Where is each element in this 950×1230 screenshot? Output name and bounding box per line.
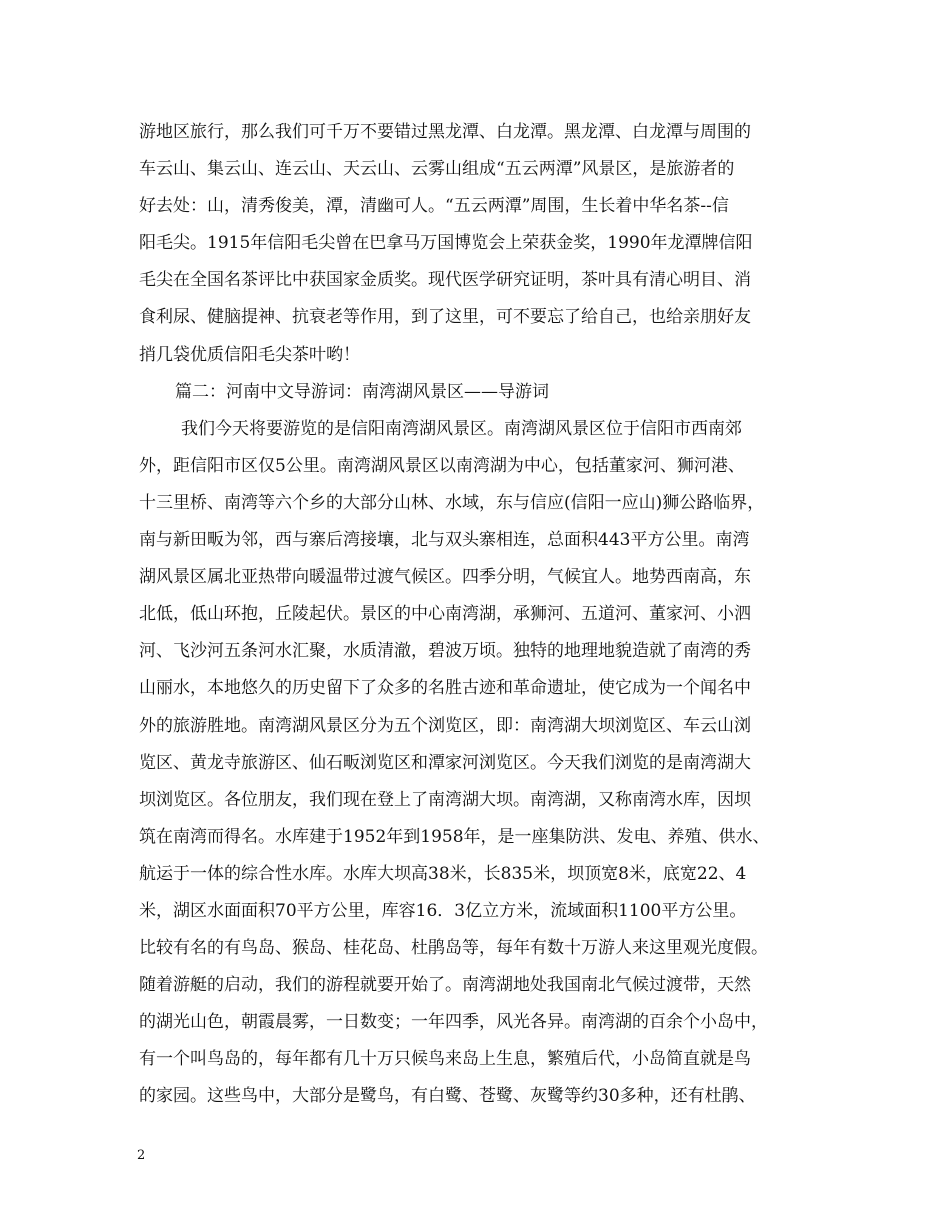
text-line: 筑在南湾而得名。水库建于1952年到1958年，是一座集防洪、发电、养殖、供水、 bbox=[139, 826, 770, 847]
text-line: 车云山、集云山、连云山、天云山、云雾山组成“五云两潭”风景区，是旅游者的 bbox=[139, 159, 735, 180]
page-number: 2 bbox=[137, 1148, 146, 1163]
text-line: 的湖光山色，朝霞晨雾，一日数变；一年四季，风光各异。南湾湖的百余个小岛中， bbox=[139, 1012, 768, 1033]
text-line: 北低，低山环抱，丘陵起伏。景区的中心南湾湖，承狮河、五道河、董家河、小泗 bbox=[139, 604, 751, 625]
text-line: 游地区旅行，那么我们可千万不要错过黑龙潭、白龙潭。黑龙潭、白龙潭与周围的 bbox=[139, 122, 751, 142]
text-line: 外的旅游胜地。南湾湖风景区分为五个浏览区，即：南湾湖大坝浏览区、车云山浏 bbox=[139, 715, 751, 736]
text-line: 阳毛尖。1915年信阳毛尖曾在巴拿马万国博览会上荣获金奖，1990年龙潭牌信阳 bbox=[139, 233, 753, 254]
text-line: 南与新田畈为邻，西与寨后湾接壤，北与双头寨相连，总面积443平方公里。南湾 bbox=[139, 530, 750, 551]
text-line: 好去处：山，清秀俊美，潭，清幽可人。“五云两潭”周围，生长着中华名茶--信 bbox=[139, 196, 729, 217]
text-line: 航运于一体的综合性水库。水库大坝高38米，长835米，坝顶宽8米，底宽22、4 bbox=[139, 863, 747, 884]
section-heading: 篇二：河南中文导游词：南湾湖风景区——导游词 bbox=[175, 381, 549, 402]
text-line: 的家园。这些鸟中，大部分是鹭鸟，有白鹭、苍鹭、灰鹭等约30多种，还有杜鹃、 bbox=[139, 1086, 756, 1107]
text-line: 山丽水，本地悠久的历史留下了众多的名胜古迹和革命遗址，使它成为一个闻名中 bbox=[139, 678, 751, 699]
text-line: 食利尿、健脑提神、抗衰老等作用，到了这里，可不要忘了给自己，也给亲朋好友 bbox=[139, 307, 751, 328]
text-line: 十三里桥、南湾等六个乡的大部分山林、水域，东与信应(信阳一应山)狮公路临界， bbox=[139, 492, 765, 513]
text-line: 外，距信阳市区仅5公里。南湾湖风景区以南湾湖为中心，包括董家河、狮河港、 bbox=[139, 455, 745, 476]
text-line: 河、飞沙河五条河水汇聚，水质清澈，碧波万顷。独特的地理地貌造就了南湾的秀 bbox=[139, 641, 751, 662]
text-line: 毛尖在全国名茶评比中获国家金质奖。现代医学研究证明，茶叶具有清心明目、消 bbox=[139, 270, 751, 291]
text-line: 览区、黄龙寺旅游区、仙石畈浏览区和潭家河浏览区。今天我们浏览的是南湾湖大 bbox=[139, 752, 751, 773]
text-line: 坝浏览区。各位朋友，我们现在登上了南湾湖大坝。南湾湖，又称南湾水库，因坝 bbox=[139, 789, 751, 810]
text-line: 捎几袋优质信阳毛尖茶叶哟！ bbox=[139, 344, 360, 365]
text-line: 比较有名的有鸟岛、猴岛、桂花岛、杜鹃岛等，每年有数十万游人来这里观光度假。 bbox=[139, 938, 768, 959]
text-line: 湖风景区属北亚热带向暖温带过渡气候区。四季分明，气候宜人。地势西南高，东 bbox=[139, 567, 751, 588]
text-line: 我们今天将要游览的是信阳南湾湖风景区。南湾湖风景区位于信阳市西南郊 bbox=[181, 418, 742, 439]
body-text bbox=[139, 114, 829, 1116]
text-line: 米，湖区水面面积70平方公里，库容16．3亿立方米，流域面积1100平方公里。 bbox=[139, 900, 747, 921]
text-line: 有一个叫鸟岛的，每年都有几十万只候鸟来岛上生息，繁殖后代，小岛简直就是鸟 bbox=[139, 1049, 751, 1070]
text-line: 随着游艇的启动，我们的游程就要开始了。南湾湖地处我国南北气候过渡带，天然 bbox=[139, 975, 751, 996]
